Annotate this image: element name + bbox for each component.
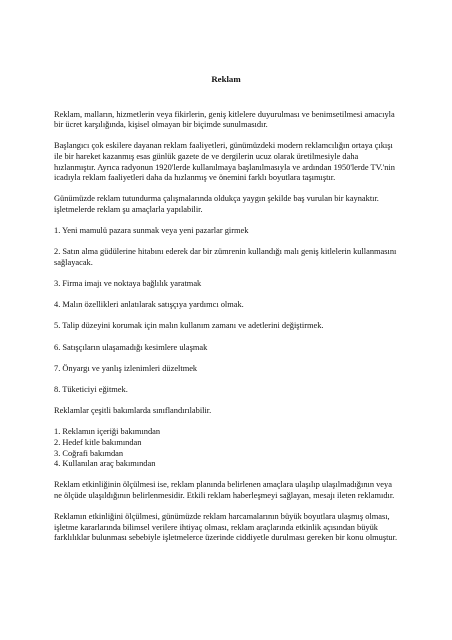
purpose-item-7: 7. Önyargı ve yanlış izlenimleri düzeltmek	[54, 363, 198, 373]
purpose-item-8: 8. Tüketiciyi eğitmek.	[54, 385, 128, 395]
document-title: Reklam	[211, 74, 241, 84]
purpose-item-4: 4. Malın özellikleri anlatılarak satışçıya yardımcı olmak.	[54, 300, 244, 310]
measurement-paragraph: Reklamın etkinliğini ölçülmesi, günümüzde reklam harcamalarının büyük boyutlara ulaşmış olması, işletme kararlarında bilimsel verilere ihtiyaç olması, reklam araçlarında etkinlik açısından büyük farklılıklar bulunması sebebiyle işletmelerce üzerinde ciddiyetle durulması gereken bir konu olmuştur.	[54, 512, 398, 543]
purpose-item-6: 6. Satışçıların ulaşamadığı kesimlere ulaşmak	[54, 342, 208, 352]
classification-item-2: 2. Hedef kitle bakımından	[54, 438, 142, 447]
purpose-item-1: 1. Yeni mamulü pazara sunmak veya yeni pazarlar girmek	[54, 226, 249, 236]
classification-item-3: 3. Coğrafi bakımdan	[54, 448, 124, 458]
classification-intro: Reklamlar çeşitli bakımlarda sınıflandırılabilir.	[54, 406, 212, 416]
purpose-item-2: 2. Satın alma güdülerine hitabını ederek dar bir zümrenin kullandığı malı geniş kitlelerin kullanmasını sağlayacak.	[54, 247, 397, 267]
definition-paragraph: Reklam, malların, hizmetlerin veya fikirlerin, geniş kitlelere duyurulması ve benimsetilmesi amacıyla bir ücret karşılığında, kişisel olmayan bir biçimde sunulmasıdır.	[54, 109, 395, 130]
classification-item-4: 4. Kullanılan araç bakımından	[54, 459, 156, 469]
document-body	[54, 74, 398, 555]
purpose-item-3: 3. Firma imajı ve noktaya bağlılık yaratmak	[54, 279, 202, 289]
purpose-intro-paragraph: Günümüzde reklam tutundurma çalışmalarında oldukça yaygın şekilde baş vurulan bir kaynaktır. işletmelerde reklam şu amaçlarla yapılabilir.	[54, 194, 379, 214]
purpose-item-5: 5. Talip düzeyini korumak için malın kullanım zamanı ve adetlerini değiştirmek.	[54, 321, 324, 331]
effectiveness-paragraph: Reklam etkinliğinin ölçülmesi ise, reklam planında belirlenen amaçlara ulaşılıp ulaşılmadığının veya ne ölçüde ulaşıldığının belirlenmesidir. Etkili reklam haberleşmeyi sağlayan, mesajı ileten reklamıdır.	[54, 480, 395, 500]
classification-item-1: 1. Reklamın içeriği bakımından	[54, 427, 161, 437]
classification-list	[54, 427, 398, 469]
history-paragraph: Başlangıcı çok eskilere dayanan reklam faaliyetleri, günümüzdeki modern reklamcılığın ortaya çıkışı ile bir hareket kazanmış esas günlük gazete de ve dergilerin ucuz olarak üretilmesiyle daha hızlanmıştır. Ayrıca radyonun 1920'lerde kullanılmaya başlanılmasıyla ve ardından 1950'lerde TV.'nin icadıyla reklam faaliyetleri daha da hızlanmış ve önemini farklı boyutlara taşımıştır.	[54, 141, 395, 183]
